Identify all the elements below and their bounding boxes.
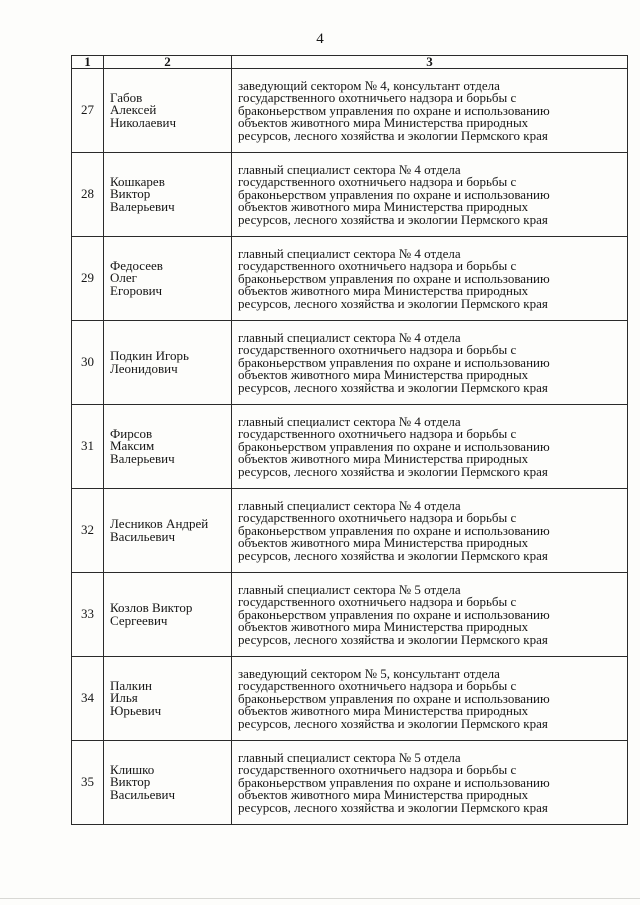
employee-position-line: браконьерством управления по охране и использованию	[238, 606, 550, 622]
row-number: 30	[72, 321, 104, 405]
employee-position	[232, 153, 628, 237]
employee-position-line: заведующий сектором № 5, консультант отдела	[238, 665, 500, 681]
employee-name-line: Виктор	[110, 774, 151, 790]
table-header	[72, 56, 628, 69]
employee-position-line: объектов животного мира Министерства природных	[238, 367, 529, 383]
table-row	[72, 321, 628, 405]
row-number: 31	[72, 405, 104, 489]
column-header-number: 1	[72, 56, 104, 69]
table-row	[72, 657, 628, 741]
employee-position-line: главный специалист сектора № 5 отдела	[238, 749, 461, 765]
employee-name-line: Подкин Игорь	[110, 348, 189, 364]
employee-name-line: Палкин	[110, 677, 152, 693]
table-row	[72, 489, 628, 573]
employee-name-line: Васильевич	[110, 528, 175, 544]
employee-name	[104, 321, 232, 405]
employee-name-line: Фирсов	[110, 425, 153, 441]
employee-position-line: ресурсов, лесного хозяйства и экологии Пермского края	[238, 799, 548, 815]
table-body	[72, 69, 628, 825]
employee-position-line: браконьерством управления по охране и использованию	[238, 438, 550, 454]
row-number: 33	[72, 573, 104, 657]
employee-position-line: объектов животного мира Министерства природных	[238, 703, 529, 719]
table-row	[72, 405, 628, 489]
employee-name-line: Валерьевич	[110, 198, 175, 214]
employee-position-line: главный специалист сектора № 4 отдела	[238, 497, 461, 513]
employee-position-line: ресурсов, лесного хозяйства и экологии Пермского края	[238, 295, 548, 311]
employee-position-line: объектов животного мира Министерства природных	[238, 283, 529, 299]
employee-name-line: Егорович	[110, 282, 163, 298]
employee-position-line: браконьерством управления по охране и использованию	[238, 690, 550, 706]
employee-position-line: браконьерством управления по охране и использованию	[238, 102, 550, 118]
employee-name	[104, 69, 232, 153]
employee-position-line: заведующий сектором № 4, консультант отдела	[238, 77, 500, 93]
employee-name-line: Виктор	[110, 186, 151, 202]
employee-name-line: Кошкарев	[110, 173, 165, 189]
employee-position-line: браконьерством управления по охране и использованию	[238, 522, 550, 538]
employee-position	[232, 321, 628, 405]
employee-position-line: ресурсов, лесного хозяйства и экологии Пермского края	[238, 463, 548, 479]
employee-position-line: ресурсов, лесного хозяйства и экологии Пермского края	[238, 379, 548, 395]
employee-position-line: ресурсов, лесного хозяйства и экологии Пермского края	[238, 547, 548, 563]
table-row	[72, 153, 628, 237]
employee-name-line: Васильевич	[110, 786, 175, 802]
row-number: 34	[72, 657, 104, 741]
employee-position-line: государственного охотничьего надзора и борьбы с	[238, 762, 517, 778]
employee-name	[104, 657, 232, 741]
employee-position-line: браконьерством управления по охране и использованию	[238, 774, 550, 790]
employee-position-line: ресурсов, лесного хозяйства и экологии Пермского края	[238, 211, 548, 227]
employee-position-line: браконьерством управления по охране и использованию	[238, 270, 550, 286]
employee-name-line: Габов	[110, 89, 143, 105]
employee-position	[232, 69, 628, 153]
employee-name-line: Сергеевич	[110, 612, 168, 628]
employee-position-line: государственного охотничьего надзора и борьбы с	[238, 678, 517, 694]
table-row	[72, 69, 628, 153]
employee-position-line: государственного охотничьего надзора и борьбы с	[238, 174, 517, 190]
employee-position-line: объектов животного мира Министерства природных	[238, 115, 529, 131]
employee-position-line: главный специалист сектора № 4 отдела	[238, 329, 461, 345]
employee-name-line: Николаевич	[110, 114, 176, 130]
staff-table	[71, 55, 628, 825]
employee-position-line: ресурсов, лесного хозяйства и экологии Пермского края	[238, 715, 548, 731]
column-header-name: 2	[104, 56, 232, 69]
employee-position-line: браконьерством управления по охране и использованию	[238, 186, 550, 202]
employee-position-line: главный специалист сектора № 4 отдела	[238, 413, 461, 429]
table-row	[72, 573, 628, 657]
employee-name-line: Максим	[110, 438, 155, 454]
employee-name-line: Клишко	[110, 761, 155, 777]
employee-name-line: Юрьевич	[110, 702, 162, 718]
row-number: 27	[72, 69, 104, 153]
employee-name	[104, 573, 232, 657]
employee-name-line: Федосеев	[110, 257, 163, 273]
employee-position	[232, 657, 628, 741]
column-header-position: 3	[232, 56, 628, 69]
employee-position-line: браконьерством управления по охране и использованию	[238, 354, 550, 370]
employee-position	[232, 741, 628, 825]
employee-position	[232, 573, 628, 657]
employee-position-line: объектов животного мира Министерства природных	[238, 451, 529, 467]
employee-position-line: ресурсов, лесного хозяйства и экологии Пермского края	[238, 631, 548, 647]
employee-name	[104, 237, 232, 321]
employee-name-line: Олег	[110, 270, 137, 286]
employee-name	[104, 489, 232, 573]
scan-edge-line	[0, 898, 640, 899]
employee-position-line: государственного охотничьего надзора и борьбы с	[238, 594, 517, 610]
employee-name	[104, 741, 232, 825]
employee-position-line: главный специалист сектора № 5 отдела	[238, 581, 461, 597]
employee-position-line: государственного охотничьего надзора и борьбы с	[238, 426, 517, 442]
employee-position	[232, 405, 628, 489]
row-number: 29	[72, 237, 104, 321]
employee-position-line: объектов животного мира Министерства природных	[238, 199, 529, 215]
employee-position	[232, 489, 628, 573]
employee-name-line: Козлов Виктор	[110, 600, 193, 616]
employee-name-line: Алексей	[110, 102, 157, 118]
employee-position-line: главный специалист сектора № 4 отдела	[238, 161, 461, 177]
employee-name-line: Валерьевич	[110, 450, 175, 466]
employee-position	[232, 237, 628, 321]
table-row	[72, 237, 628, 321]
employee-position-line: государственного охотничьего надзора и борьбы с	[238, 510, 517, 526]
page-number: 4	[316, 31, 324, 47]
employee-name-line: Леонидович	[110, 360, 178, 376]
table-row	[72, 741, 628, 825]
employee-position-line: государственного охотничьего надзора и борьбы с	[238, 258, 517, 274]
row-number: 32	[72, 489, 104, 573]
employee-position-line: государственного охотничьего надзора и борьбы с	[238, 342, 517, 358]
employee-position-line: объектов животного мира Министерства природных	[238, 787, 529, 803]
row-number: 35	[72, 741, 104, 825]
employee-name	[104, 405, 232, 489]
employee-position-line: главный специалист сектора № 4 отдела	[238, 245, 461, 261]
employee-position-line: объектов животного мира Министерства природных	[238, 619, 529, 635]
employee-name-line: Илья	[110, 690, 138, 706]
employee-position-line: ресурсов, лесного хозяйства и экологии Пермского края	[238, 127, 548, 143]
employee-name	[104, 153, 232, 237]
row-number: 28	[72, 153, 104, 237]
employee-position-line: государственного охотничьего надзора и борьбы с	[238, 90, 517, 106]
employee-name-line: Лесников Андрей	[110, 516, 209, 532]
employee-position-line: объектов животного мира Министерства природных	[238, 535, 529, 551]
